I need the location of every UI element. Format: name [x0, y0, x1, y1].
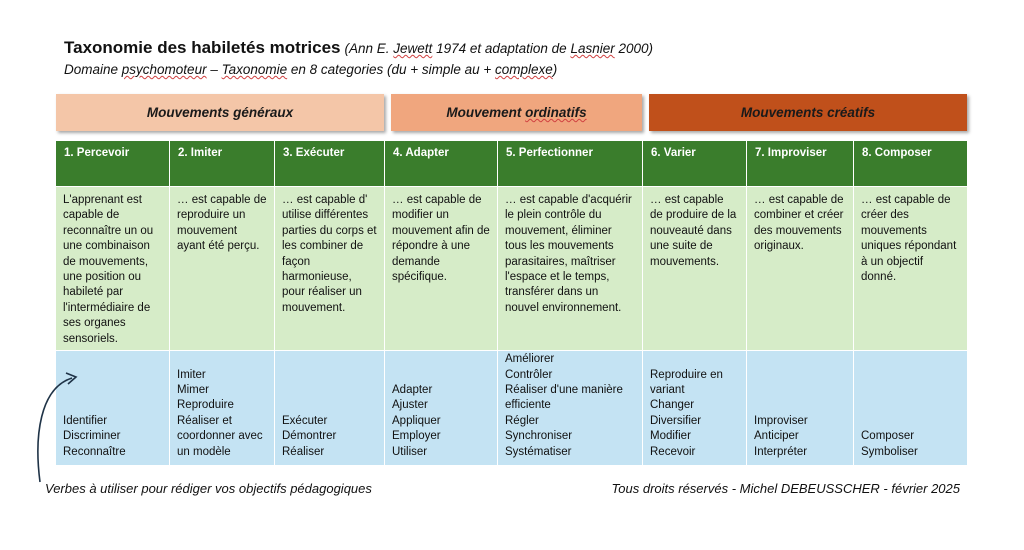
header-perfectionner: 5. Perfectionner — [498, 141, 643, 186]
description-varier: … est capable de produire de la nouveauté dans une suite de mouvements. — [643, 186, 747, 350]
description-composer: … est capable de créer des mouvements uniques répondant à un objectif donné. — [854, 186, 967, 350]
verb-item: Diversifier — [650, 414, 702, 427]
verb-item: Reproduire — [177, 399, 234, 412]
title-block — [64, 38, 964, 79]
header-varier: 6. Varier — [643, 141, 747, 186]
verb-item: Ajuster — [392, 399, 428, 412]
verb-item: Symboliser — [861, 445, 918, 458]
verb-item: Réaliser d'une manière efficiente — [505, 383, 623, 412]
category-mouvement-ordinatifs: Mouvement ordinatifs — [391, 94, 642, 131]
title-main: Taxonomie des habiletés motrices — [64, 38, 341, 57]
verb-item: Composer — [861, 430, 915, 443]
header-imiter: 2. Imiter — [170, 141, 275, 186]
description-perfectionner: … est capable d'acquérir le plein contrôle du mouvement, éliminer tous les mouvements parasitaires, maîtriser l'espace et le temps, transférer dans un nouvel environnement. — [498, 186, 643, 350]
title-reference: (Ann E. Jewett 1974 et adaptation de Lasnier 2000) — [344, 41, 653, 56]
verbs-composer — [854, 350, 967, 465]
verb-item: Improviser — [754, 414, 808, 427]
taxonomy-table — [56, 141, 967, 465]
verb-item: Modifier — [650, 430, 691, 443]
subtitle: Domaine psychomoteur – Taxonomie en 8 categories (du + simple au + complexe) — [64, 62, 558, 77]
category-mouvements-generaux: Mouvements généraux — [56, 94, 384, 131]
header-adapter: 4. Adapter — [385, 141, 498, 186]
description-imiter: … est capable de reproduire un mouvement ayant été perçu. — [170, 186, 275, 350]
description-percevoir: L'apprenant est capable de reconnaître un ou une combinaison de mouvements, une position ou habileté par l'intermédiaire de ses organes sensoriels. — [56, 186, 170, 350]
verb-item: Réaliser et coordonner avec un modèle — [177, 414, 263, 458]
verb-item: Appliquer — [392, 414, 441, 427]
header-composer: 8. Composer — [854, 141, 967, 186]
verb-item: Réaliser — [282, 445, 325, 458]
verb-item: Employer — [392, 430, 441, 443]
verb-item: Contrôler — [505, 368, 553, 381]
category-mouvements-creatifs: Mouvements créatifs — [649, 94, 967, 131]
verbs-adapter — [385, 350, 498, 465]
verbs-improviser — [747, 350, 854, 465]
header-improviser: 7. Improviser — [747, 141, 854, 186]
description-improviser: … est capable de combiner et créer des mouvements originaux. — [747, 186, 854, 350]
verb-item: Démontrer — [282, 430, 337, 443]
verb-item: Régler — [505, 414, 539, 427]
verb-item: Recevoir — [650, 445, 696, 458]
verb-item: Reconnaître — [63, 445, 126, 458]
verbs-executer — [275, 350, 385, 465]
verb-item: Utiliser — [392, 445, 428, 458]
verbs-varier — [643, 350, 747, 465]
description-executer: … est capable d' utilise différentes parties du corps et les combiner de façon harmonieuse, pour réaliser un mouvement. — [275, 186, 385, 350]
verbs-perfectionner — [498, 350, 643, 465]
verb-item: Identifier — [63, 414, 108, 427]
header-executer: 3. Exécuter — [275, 141, 385, 186]
page-title — [64, 38, 964, 59]
footer-verbs-note: Verbes à utiliser pour rédiger vos objectifs pédagogiques — [45, 481, 372, 496]
verbs-imiter — [170, 350, 275, 465]
verb-item: Anticiper — [754, 430, 799, 443]
verb-item: Adapter — [392, 383, 433, 396]
verb-item: Systématiser — [505, 445, 572, 458]
verb-item: Mimer — [177, 383, 209, 396]
verb-item: Imiter — [177, 368, 206, 381]
verb-item: Interpréter — [754, 445, 808, 458]
verb-item: Changer — [650, 399, 695, 412]
verb-item: Améliorer — [505, 353, 555, 366]
verb-item: Synchroniser — [505, 430, 573, 443]
verb-item: Reproduire en variant — [650, 368, 723, 396]
verb-item: Exécuter — [282, 414, 328, 427]
header-percevoir: 1. Percevoir — [56, 141, 170, 186]
footer-copyright: Tous droits réservés - Michel DEBEUSSCHER - février 2025 — [611, 481, 960, 496]
curved-arrow-icon — [26, 366, 86, 486]
description-adapter: … est capable de modifier un mouvement afin de répondre à une demande spécifique. — [385, 186, 498, 350]
verb-item: Discriminer — [63, 430, 121, 443]
